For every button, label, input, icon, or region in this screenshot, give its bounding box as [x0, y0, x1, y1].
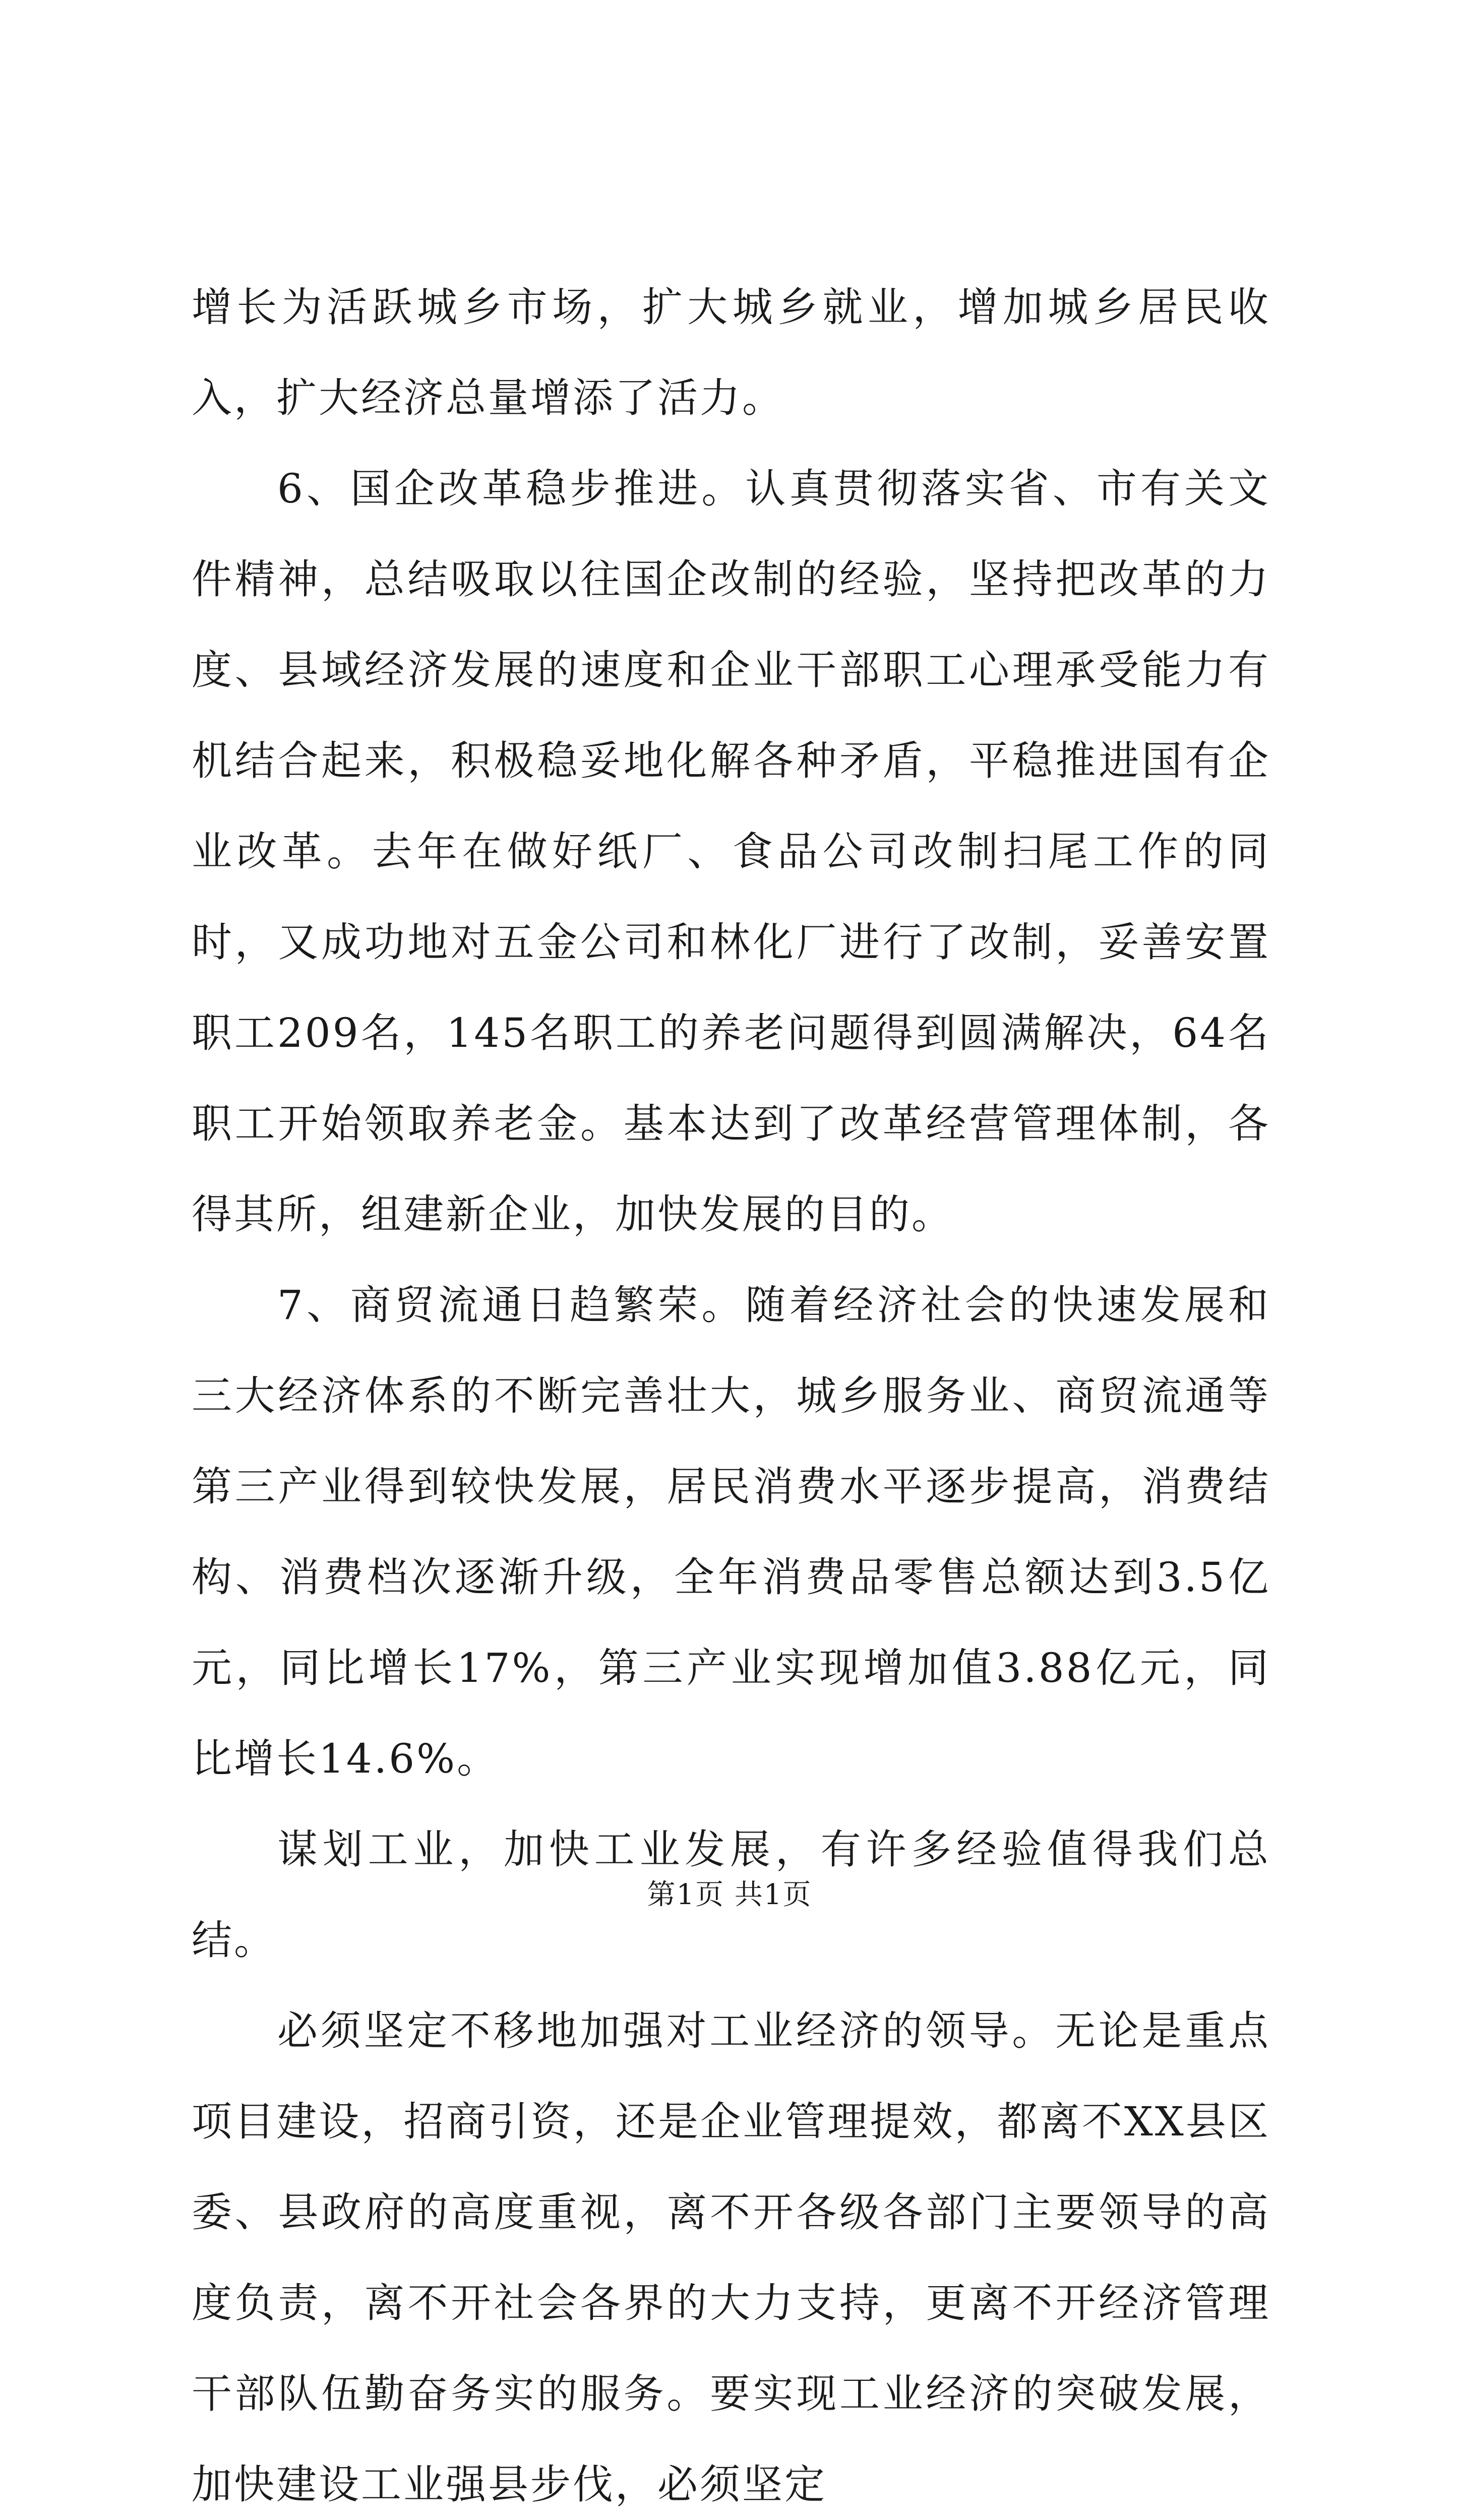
paragraph-soe-reform: 6、国企改革稳步推进。认真贯彻落实省、市有关文件精神，总结吸取以往国企改制的经验，坚持把改革的力度、县域经济发展的速度和企业干部职工心理承受能力有机结合起来，积极稳妥地化解各种矛盾，平稳推进国有企业改革。去年在做好纸厂、食品公司改制扫尾工作的同时，又成功地对五金公司和林化厂进行了改制，妥善安置职工209名，145名职工的养老问题得到圆满解决，64名职工开始领取养老金。基本达到了改革经营管理体制，各得其所，组建新企业，加快发展的目的。	[192, 465, 1270, 1238]
paragraph-experience-summary: 谋划工业，加快工业发展，有许多经验值得我们总结。	[192, 1826, 1270, 1964]
paragraph-continuation: 增长为活跃城乡市场，扩大城乡就业，增加城乡居民收入，扩大经济总量增添了活力。	[192, 284, 1270, 421]
document-body	[192, 262, 1270, 2520]
page-footer: 第1页 共1页	[647, 1878, 812, 1911]
paragraph-leadership: 必须坚定不移地加强对工业经济的领导。无论是重点项目建设，招商引资，还是企业管理提效，都离不XX县区委、县政府的高度重视，离不开各级各部门主要领导的高度负责，离不开社会各界的大力支持，更离不开经济管理干部队伍勤奋务实的服务。要实现工业经济的突破发展，加快建设工业强县步伐，必须坚定	[192, 2007, 1270, 2508]
paragraph-commerce: 7、商贸流通日趋繁荣。随着经济社会的快速发展和三大经济体系的不断完善壮大，城乡服务业、商贸流通等第三产业得到较快发展，居民消费水平逐步提高，消费结构、消费档次逐渐升级，全年消费品零售总额达到3.5亿元，同比增长17%，第三产业实现增加值3.88亿元，同比增长14.6%。	[192, 1282, 1270, 1782]
